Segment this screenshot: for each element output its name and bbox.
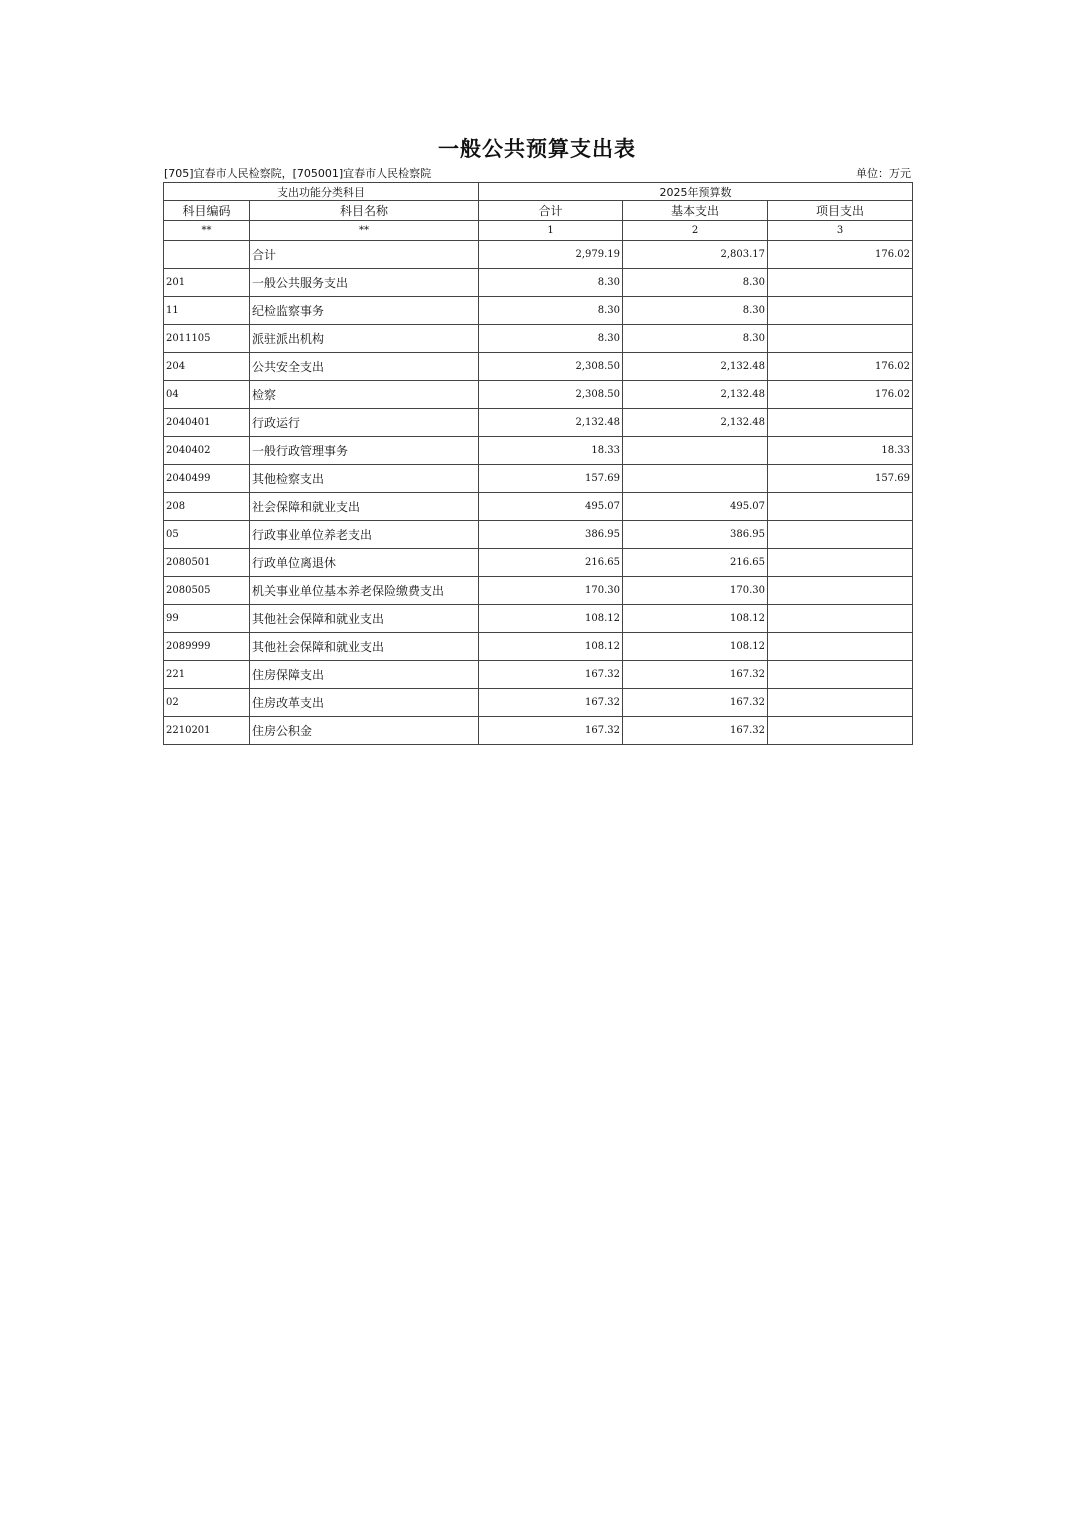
row-name: 一般行政管理事务 [250, 437, 479, 465]
row-project: 176.02 [768, 381, 913, 409]
header-total: 合计 [479, 201, 623, 221]
row-project [768, 549, 913, 577]
row-project [768, 493, 913, 521]
row-basic: 386.95 [623, 521, 768, 549]
row-name: 公共安全支出 [250, 353, 479, 381]
row-project [768, 325, 913, 353]
row-project [768, 661, 913, 689]
row-name: 行政单位离退休 [250, 549, 479, 577]
row-code: 05 [164, 521, 250, 549]
header-basic: 基本支出 [623, 201, 768, 221]
row-total: 2,132.48 [479, 409, 623, 437]
table-row [164, 465, 913, 493]
table-row [164, 241, 913, 269]
row-project: 176.02 [768, 353, 913, 381]
header-code: 科目编码 [164, 201, 250, 221]
row-basic: 2,132.48 [623, 381, 768, 409]
row-project [768, 633, 913, 661]
table-row [164, 633, 913, 661]
row-code: 221 [164, 661, 250, 689]
table-row [164, 409, 913, 437]
row-total: 108.12 [479, 605, 623, 633]
row-total: 386.95 [479, 521, 623, 549]
row-name: 机关事业单位基本养老保险缴费支出 [250, 577, 479, 605]
table-row [164, 353, 913, 381]
row-code: 2080505 [164, 577, 250, 605]
table-body [164, 241, 913, 745]
row-project [768, 269, 913, 297]
row-code [164, 241, 250, 269]
table-row [164, 717, 913, 745]
row-basic: 2,132.48 [623, 409, 768, 437]
row-project: 18.33 [768, 437, 913, 465]
row-total: 108.12 [479, 633, 623, 661]
header-group-row [164, 183, 913, 201]
row-total: 216.65 [479, 549, 623, 577]
budget-table [163, 182, 913, 745]
header-name: 科目名称 [250, 201, 479, 221]
table-row [164, 437, 913, 465]
row-name: 其他社会保障和就业支出 [250, 633, 479, 661]
index-basic: 2 [623, 221, 768, 241]
row-name: 行政事业单位养老支出 [250, 521, 479, 549]
row-code: 2040401 [164, 409, 250, 437]
table-row [164, 381, 913, 409]
table-row [164, 577, 913, 605]
row-project: 157.69 [768, 465, 913, 493]
page-title: 一般公共预算支出表 [438, 136, 636, 161]
row-code: 02 [164, 689, 250, 717]
row-name: 其他检察支出 [250, 465, 479, 493]
row-total: 2,308.50 [479, 381, 623, 409]
row-name: 纪检监察事务 [250, 297, 479, 325]
row-name: 社会保障和就业支出 [250, 493, 479, 521]
row-name: 行政运行 [250, 409, 479, 437]
header-group-budget-year: 2025年预算数 [479, 183, 913, 201]
header-group-functional-class: 支出功能分类科目 [164, 183, 479, 201]
header-column-row [164, 201, 913, 221]
row-basic [623, 465, 768, 493]
row-basic: 8.30 [623, 297, 768, 325]
row-project [768, 577, 913, 605]
row-total: 167.32 [479, 717, 623, 745]
table-row [164, 689, 913, 717]
row-code: 2040499 [164, 465, 250, 493]
row-code: 201 [164, 269, 250, 297]
row-name: 住房改革支出 [250, 689, 479, 717]
row-basic: 170.30 [623, 577, 768, 605]
row-total: 8.30 [479, 325, 623, 353]
row-name: 一般公共服务支出 [250, 269, 479, 297]
table-row [164, 549, 913, 577]
row-code: 204 [164, 353, 250, 381]
unit-label: 单位：万元 [856, 167, 911, 180]
row-code: 2080501 [164, 549, 250, 577]
table-row [164, 493, 913, 521]
row-basic [623, 437, 768, 465]
row-code: 2040402 [164, 437, 250, 465]
row-basic: 167.32 [623, 689, 768, 717]
row-total: 167.32 [479, 661, 623, 689]
row-project [768, 297, 913, 325]
row-project [768, 409, 913, 437]
header-index-row [164, 221, 913, 241]
row-total: 170.30 [479, 577, 623, 605]
row-code: 2210201 [164, 717, 250, 745]
row-basic: 2,803.17 [623, 241, 768, 269]
header-project: 项目支出 [768, 201, 913, 221]
row-name: 住房保障支出 [250, 661, 479, 689]
index-total: 1 [479, 221, 623, 241]
row-basic: 216.65 [623, 549, 768, 577]
row-project [768, 717, 913, 745]
row-project [768, 689, 913, 717]
table-row [164, 521, 913, 549]
table-caption-row [164, 165, 911, 181]
row-total: 18.33 [479, 437, 623, 465]
index-code: ** [164, 221, 250, 241]
index-project: 3 [768, 221, 913, 241]
row-code: 208 [164, 493, 250, 521]
row-basic: 8.30 [623, 325, 768, 353]
row-basic: 8.30 [623, 269, 768, 297]
row-basic: 167.32 [623, 717, 768, 745]
row-code: 2011105 [164, 325, 250, 353]
table-row [164, 325, 913, 353]
row-project [768, 605, 913, 633]
row-basic: 108.12 [623, 605, 768, 633]
row-total: 2,308.50 [479, 353, 623, 381]
row-name: 派驻派出机构 [250, 325, 479, 353]
row-total: 2,979.19 [479, 241, 623, 269]
table-row [164, 661, 913, 689]
row-total: 8.30 [479, 269, 623, 297]
row-code: 99 [164, 605, 250, 633]
index-name: ** [250, 221, 479, 241]
row-basic: 2,132.48 [623, 353, 768, 381]
row-total: 8.30 [479, 297, 623, 325]
row-name: 检察 [250, 381, 479, 409]
row-name: 其他社会保障和就业支出 [250, 605, 479, 633]
row-project [768, 521, 913, 549]
table-row [164, 297, 913, 325]
organization-label: [705]宜春市人民检察院，[705001]宜春市人民检察院 [164, 167, 432, 180]
row-name: 合计 [250, 241, 479, 269]
row-basic: 108.12 [623, 633, 768, 661]
row-project: 176.02 [768, 241, 913, 269]
row-name: 住房公积金 [250, 717, 479, 745]
row-code: 2089999 [164, 633, 250, 661]
row-total: 157.69 [479, 465, 623, 493]
row-total: 167.32 [479, 689, 623, 717]
table-row [164, 269, 913, 297]
row-basic: 167.32 [623, 661, 768, 689]
row-total: 495.07 [479, 493, 623, 521]
row-code: 11 [164, 297, 250, 325]
table-row [164, 605, 913, 633]
row-code: 04 [164, 381, 250, 409]
row-basic: 495.07 [623, 493, 768, 521]
